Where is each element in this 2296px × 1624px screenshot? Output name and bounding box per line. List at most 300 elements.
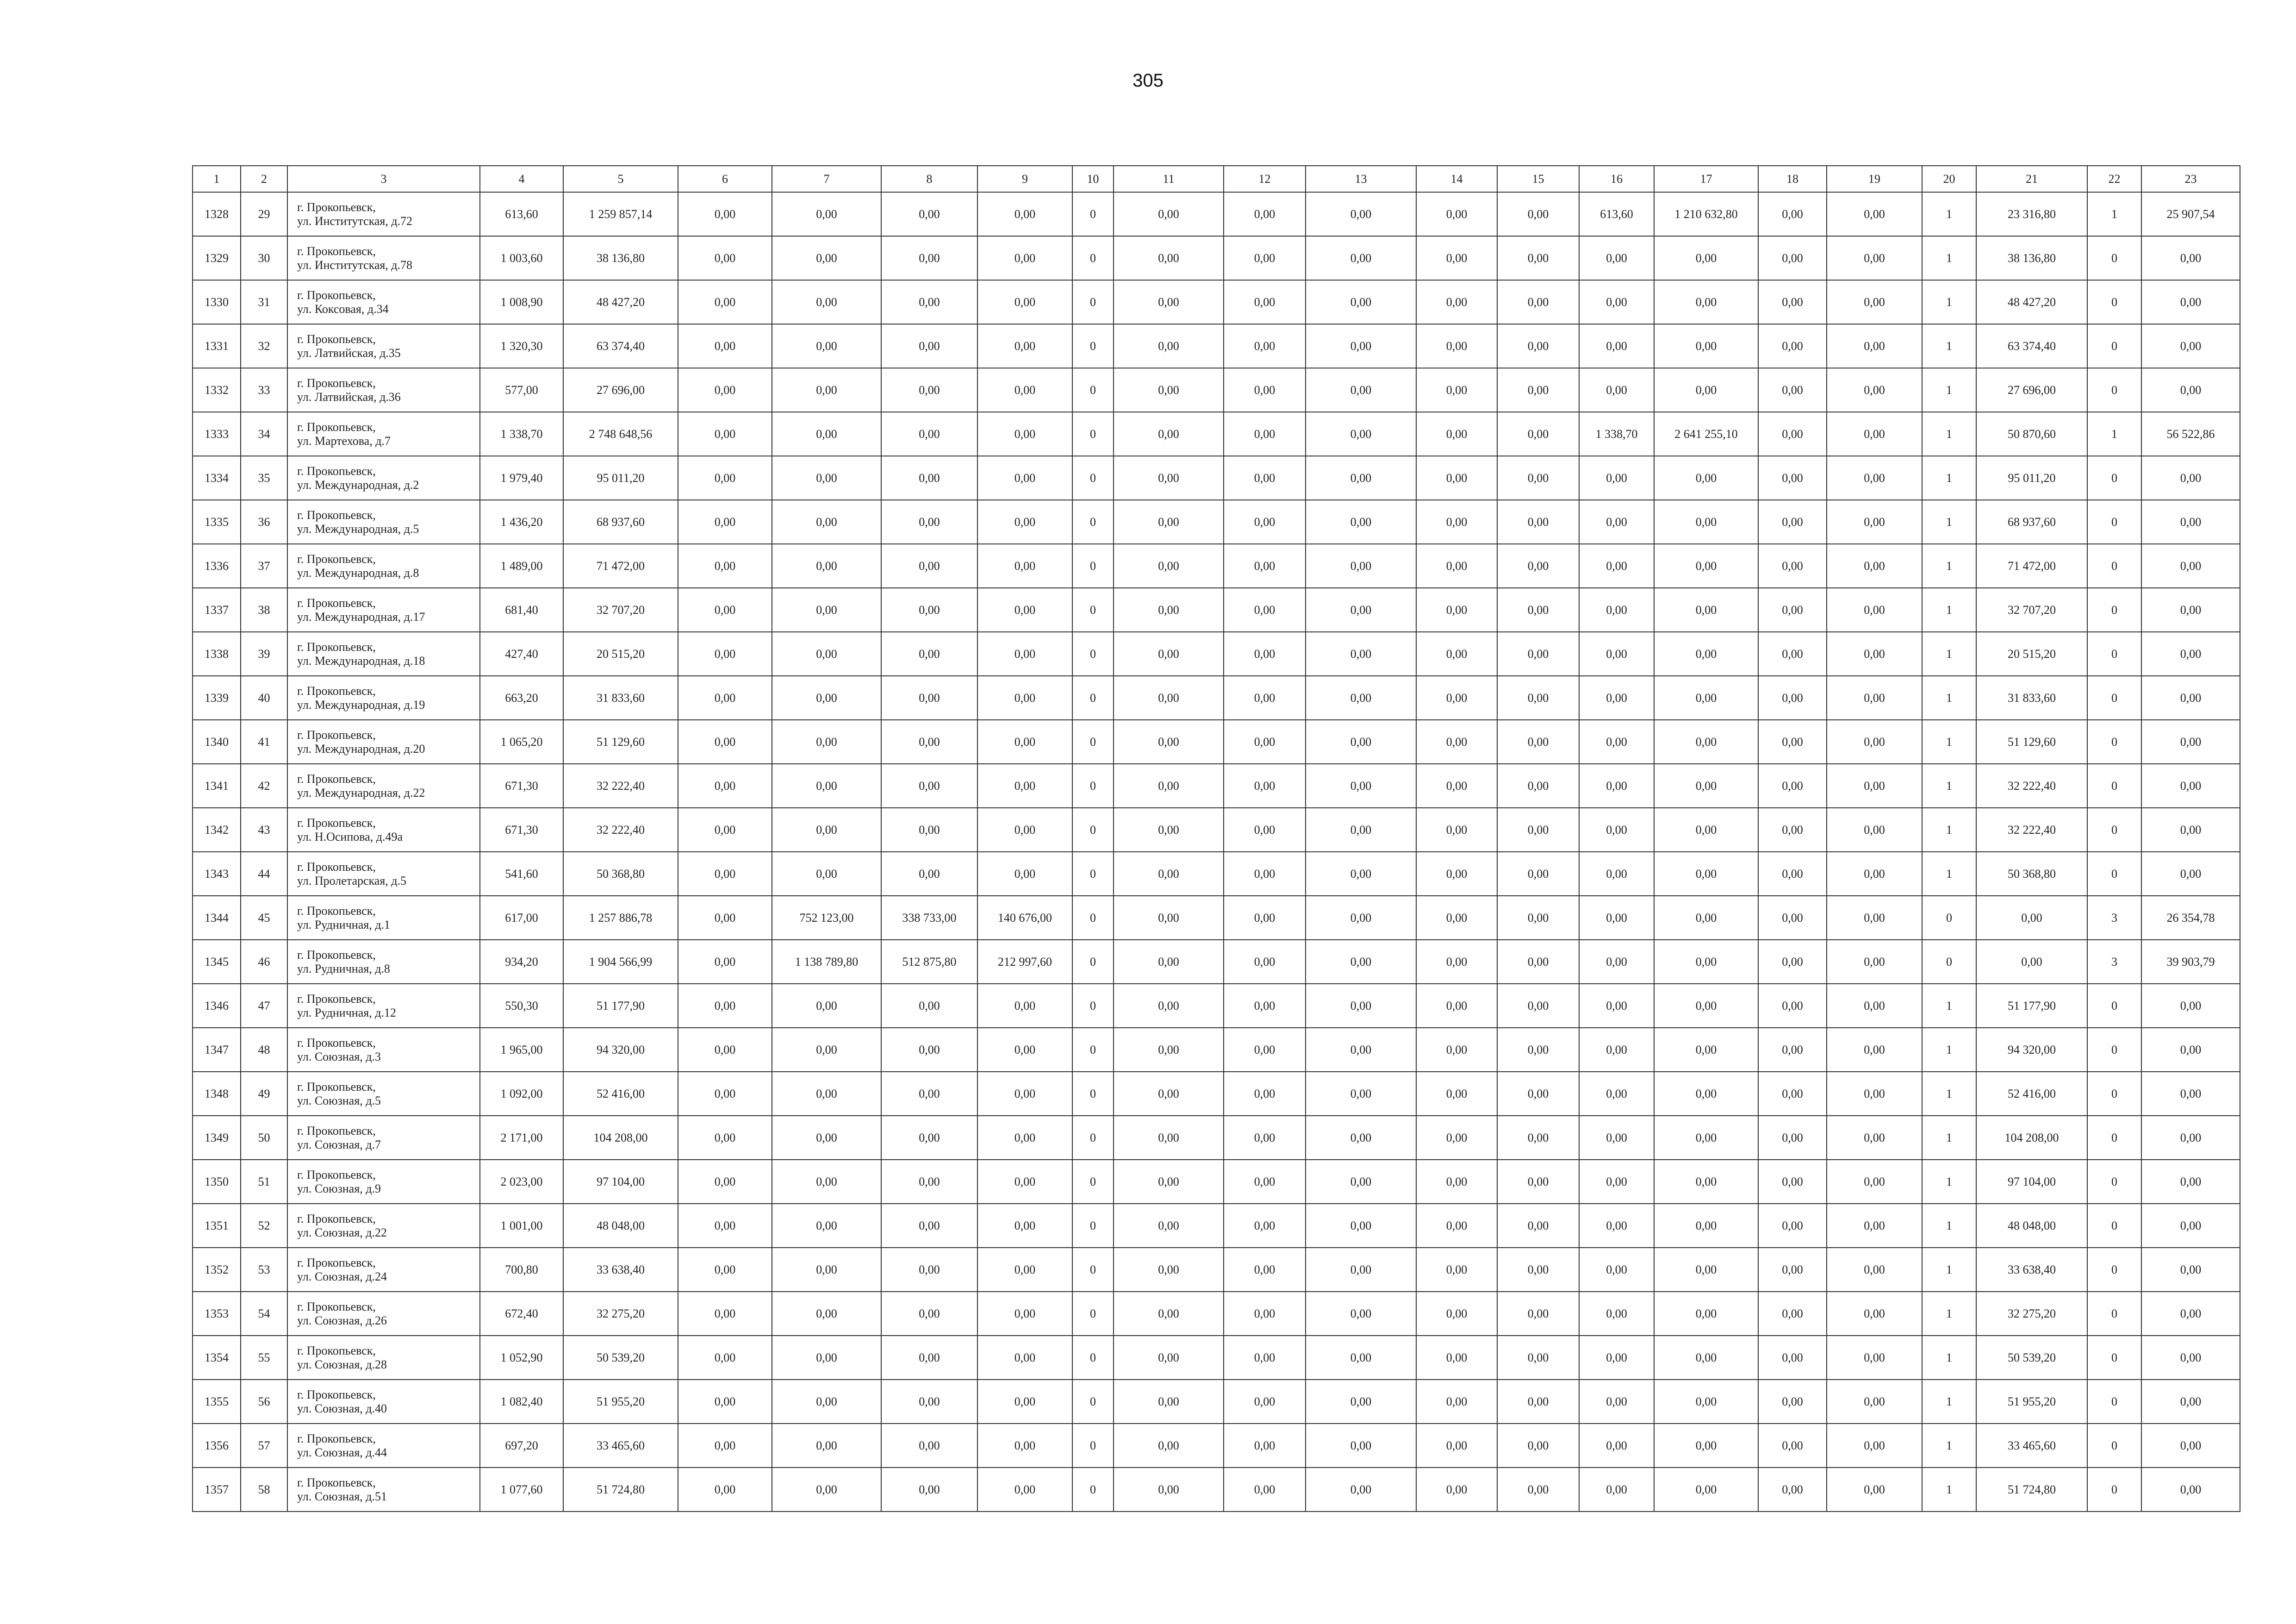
- table-cell: 1330: [193, 280, 241, 324]
- table-cell: 0,00: [2141, 1248, 2240, 1292]
- address-cell: [287, 588, 480, 632]
- table-cell: 0,00: [1497, 852, 1579, 896]
- table-cell: 0,00: [1416, 896, 1497, 940]
- address-street: ул. Коксовая, д.34: [297, 302, 389, 316]
- table-cell: 0,00: [1416, 456, 1497, 500]
- table-cell: 0,00: [1306, 412, 1416, 456]
- table-cell: 0,00: [678, 720, 772, 764]
- table-cell: 0,00: [1654, 544, 1758, 588]
- table-cell: 0,00: [1416, 500, 1497, 544]
- table-cell: 0: [2087, 324, 2141, 368]
- table-cell: 1356: [193, 1424, 241, 1468]
- table-cell: 1331: [193, 324, 241, 368]
- table-cell: 0,00: [1416, 192, 1497, 236]
- address-street: ул. Союзная, д.9: [297, 1181, 381, 1195]
- column-number-cell: 9: [977, 166, 1072, 192]
- table-cell: 51 129,60: [1976, 720, 2087, 764]
- address-city: г. Прокопьевск,: [297, 684, 376, 698]
- table-cell: 0,00: [1114, 720, 1224, 764]
- table-cell: 50 368,80: [563, 852, 678, 896]
- table-cell: 0,00: [678, 500, 772, 544]
- column-number-cell: 22: [2087, 166, 2141, 192]
- table-cell: 33 465,60: [563, 1424, 678, 1468]
- table-cell: 0,00: [1497, 1424, 1579, 1468]
- table-cell: 0,00: [1654, 236, 1758, 280]
- table-row: [193, 1468, 2240, 1512]
- table-cell: 0: [1072, 236, 1114, 280]
- address-city: г. Прокопьевск,: [297, 332, 376, 346]
- table-cell: 0,00: [772, 764, 881, 808]
- table-cell: 33: [241, 368, 287, 412]
- table-cell: 20 515,20: [1976, 632, 2087, 676]
- table-cell: 32 222,40: [1976, 764, 2087, 808]
- table-cell: 0,00: [1654, 632, 1758, 676]
- table-cell: 0,00: [1416, 632, 1497, 676]
- table-cell: 1 001,00: [480, 1204, 563, 1248]
- table-cell: 0,00: [772, 676, 881, 720]
- table-cell: 0,00: [1497, 1160, 1579, 1204]
- table-cell: 0,00: [678, 1248, 772, 1292]
- table-cell: 36: [241, 500, 287, 544]
- table-row: [193, 368, 2240, 412]
- table-row: [193, 412, 2240, 456]
- table-cell: 0,00: [1224, 236, 1306, 280]
- table-cell: 53: [241, 1248, 287, 1292]
- table-cell: 0,00: [977, 1292, 1072, 1336]
- column-number-cell: 3: [287, 166, 480, 192]
- table-cell: 0,00: [2141, 588, 2240, 632]
- table-cell: 0,00: [1416, 764, 1497, 808]
- address-street: ул. Союзная, д.3: [297, 1049, 381, 1063]
- table-cell: 0,00: [1654, 1468, 1758, 1512]
- table-cell: 1: [1922, 456, 1976, 500]
- address-cell: [287, 1160, 480, 1204]
- table-cell: 0,00: [977, 324, 1072, 368]
- table-cell: 0: [2087, 1424, 2141, 1468]
- table-cell: 0: [2087, 1336, 2141, 1380]
- table-cell: 51 177,90: [1976, 984, 2087, 1028]
- table-cell: 1332: [193, 368, 241, 412]
- table-row: [193, 280, 2240, 324]
- table-cell: 0,00: [1579, 1380, 1654, 1424]
- table-cell: 0,00: [1497, 412, 1579, 456]
- table-cell: 0,00: [772, 192, 881, 236]
- table-cell: 0,00: [2141, 280, 2240, 324]
- table-cell: 0,00: [1758, 1116, 1827, 1160]
- table-cell: 0,00: [1654, 720, 1758, 764]
- table-cell: 32 222,40: [563, 808, 678, 852]
- table-cell: 0,00: [1579, 940, 1654, 984]
- table-cell: 934,20: [480, 940, 563, 984]
- table-cell: 1346: [193, 984, 241, 1028]
- table-cell: 0: [1072, 852, 1114, 896]
- address-street: ул. Союзная, д.26: [297, 1313, 387, 1327]
- table-cell: 1: [1922, 676, 1976, 720]
- table-cell: 71 472,00: [1976, 544, 2087, 588]
- address-city: г. Прокопьевск,: [297, 1255, 376, 1269]
- table-cell: 1: [1922, 632, 1976, 676]
- address-street: ул. Институтская, д.72: [297, 214, 413, 228]
- table-cell: 0,00: [1654, 1380, 1758, 1424]
- table-cell: 0,00: [1114, 1204, 1224, 1248]
- table-cell: 427,40: [480, 632, 563, 676]
- table-cell: 0,00: [1827, 412, 1922, 456]
- table-cell: 0,00: [1497, 1468, 1579, 1512]
- table-cell: 0: [1072, 1424, 1114, 1468]
- address-street: ул. Международная, д.2: [297, 478, 419, 492]
- table-cell: 0,00: [1497, 1380, 1579, 1424]
- table-cell: 0: [1072, 632, 1114, 676]
- table-cell: 0,00: [1497, 984, 1579, 1028]
- address-city: г. Прокопьевск,: [297, 244, 376, 258]
- table-cell: 0,00: [1497, 1336, 1579, 1380]
- table-cell: 0,00: [1827, 720, 1922, 764]
- table-cell: 0,00: [678, 1292, 772, 1336]
- table-cell: 0,00: [977, 588, 1072, 632]
- table-cell: 0,00: [1827, 1204, 1922, 1248]
- table-cell: 0,00: [1654, 368, 1758, 412]
- table-cell: 0,00: [1758, 1336, 1827, 1380]
- table-cell: 1 257 886,78: [563, 896, 678, 940]
- table-cell: 1 489,00: [480, 544, 563, 588]
- table-cell: 0,00: [977, 1468, 1072, 1512]
- address-city: г. Прокопьевск,: [297, 464, 376, 478]
- table-cell: 1352: [193, 1248, 241, 1292]
- table-cell: 1: [1922, 1072, 1976, 1116]
- table-cell: 0,00: [2141, 808, 2240, 852]
- address-city: г. Прокопьевск,: [297, 1168, 376, 1181]
- table-cell: 613,60: [1579, 192, 1654, 236]
- table-cell: 26 354,78: [2141, 896, 2240, 940]
- table-cell: 0,00: [1758, 984, 1827, 1028]
- table-cell: 0,00: [1758, 1072, 1827, 1116]
- column-number-cell: 18: [1758, 166, 1827, 192]
- column-number-cell: 19: [1827, 166, 1922, 192]
- table-cell: 0,00: [1224, 1336, 1306, 1380]
- table-cell: 0,00: [1758, 412, 1827, 456]
- address-cell: [287, 808, 480, 852]
- table-cell: 0,00: [1306, 1072, 1416, 1116]
- address-cell: [287, 1028, 480, 1072]
- table-cell: 0,00: [772, 236, 881, 280]
- table-cell: 0,00: [1579, 1336, 1654, 1380]
- table-cell: 0,00: [2141, 500, 2240, 544]
- table-cell: 0,00: [772, 852, 881, 896]
- table-cell: 0,00: [772, 456, 881, 500]
- address-city: г. Прокопьевск,: [297, 1431, 376, 1445]
- table-cell: 0,00: [1758, 1292, 1827, 1336]
- address-cell: [287, 1424, 480, 1468]
- address-cell: [287, 324, 480, 368]
- table-cell: 1 082,40: [480, 1380, 563, 1424]
- table-cell: 0,00: [1416, 236, 1497, 280]
- table-cell: 0,00: [1827, 676, 1922, 720]
- address-street: ул. Латвийская, д.36: [297, 390, 401, 404]
- table-cell: 0,00: [1114, 192, 1224, 236]
- table-cell: 0,00: [678, 764, 772, 808]
- table-cell: 0,00: [977, 368, 1072, 412]
- table-cell: 1343: [193, 852, 241, 896]
- table-cell: 0,00: [1497, 500, 1579, 544]
- table-cell: 671,30: [480, 764, 563, 808]
- address-street: ул. Рудничная, д.1: [297, 918, 390, 931]
- column-number-cell: 14: [1416, 166, 1497, 192]
- table-cell: 0,00: [1306, 236, 1416, 280]
- table-cell: 31 833,60: [563, 676, 678, 720]
- address-street: ул. Международная, д.5: [297, 522, 419, 536]
- table-cell: 0,00: [1114, 764, 1224, 808]
- table-cell: 663,20: [480, 676, 563, 720]
- address-cell: [287, 896, 480, 940]
- table-cell: 0,00: [1654, 1204, 1758, 1248]
- table-cell: 0,00: [1416, 852, 1497, 896]
- column-number-cell: 23: [2141, 166, 2240, 192]
- table-cell: 0,00: [1579, 1116, 1654, 1160]
- table-cell: 0,00: [1416, 1248, 1497, 1292]
- table-cell: 1345: [193, 940, 241, 984]
- page-number: 305: [1132, 70, 1164, 91]
- table-cell: 32 222,40: [1976, 808, 2087, 852]
- table-cell: 1: [1922, 236, 1976, 280]
- address-cell: [287, 764, 480, 808]
- table-cell: 51 724,80: [563, 1468, 678, 1512]
- table-cell: 0,00: [1497, 1072, 1579, 1116]
- table-cell: 1: [1922, 1292, 1976, 1336]
- table-cell: 0,00: [1654, 1424, 1758, 1468]
- address-city: г. Прокопьевск,: [297, 816, 376, 830]
- table-cell: 0,00: [1416, 1072, 1497, 1116]
- table-cell: 0,00: [678, 940, 772, 984]
- table-cell: 0,00: [881, 324, 977, 368]
- table-cell: 32: [241, 324, 287, 368]
- table-cell: 0: [2087, 764, 2141, 808]
- table-cell: 0,00: [1114, 896, 1224, 940]
- table-cell: 0,00: [1416, 324, 1497, 368]
- table-cell: 0,00: [1497, 764, 1579, 808]
- table-cell: 0,00: [2141, 236, 2240, 280]
- table-cell: 50 539,20: [1976, 1336, 2087, 1380]
- table-cell: 0,00: [1579, 1028, 1654, 1072]
- address-cell: [287, 1292, 480, 1336]
- table-cell: 0,00: [772, 280, 881, 324]
- address-cell: [287, 456, 480, 500]
- table-cell: 1: [1922, 280, 1976, 324]
- table-cell: 0,00: [678, 852, 772, 896]
- table-cell: 0,00: [1579, 500, 1654, 544]
- table-cell: 52 416,00: [563, 1072, 678, 1116]
- table-cell: 1: [1922, 500, 1976, 544]
- table-cell: 0,00: [1579, 984, 1654, 1028]
- table-cell: 46: [241, 940, 287, 984]
- address-street: ул. Союзная, д.51: [297, 1489, 387, 1503]
- table-cell: 0,00: [1224, 544, 1306, 588]
- table-cell: 0: [2087, 1468, 2141, 1512]
- table-cell: 0,00: [1416, 412, 1497, 456]
- table-cell: 0,00: [2141, 1380, 2240, 1424]
- table-cell: 0,00: [1224, 940, 1306, 984]
- table-cell: 0: [2087, 456, 2141, 500]
- table-cell: 0,00: [881, 500, 977, 544]
- table-cell: 1: [1922, 1028, 1976, 1072]
- table-row: [193, 1380, 2240, 1424]
- column-number-cell: 15: [1497, 166, 1579, 192]
- table-cell: 0,00: [1758, 808, 1827, 852]
- address-street: ул. Рудничная, д.12: [297, 1006, 396, 1019]
- table-cell: 0,00: [1654, 984, 1758, 1028]
- table-cell: 0,00: [1306, 1160, 1416, 1204]
- table-cell: 0,00: [881, 1292, 977, 1336]
- table-cell: 0,00: [881, 1028, 977, 1072]
- column-number-cell: 17: [1654, 166, 1758, 192]
- table-cell: 1 210 632,80: [1654, 192, 1758, 236]
- table-cell: 0,00: [678, 1204, 772, 1248]
- table-cell: 0: [1922, 940, 1976, 984]
- table-cell: 0,00: [1827, 808, 1922, 852]
- table-cell: 1347: [193, 1028, 241, 1072]
- table-cell: 0,00: [1306, 1116, 1416, 1160]
- address-city: г. Прокопьевск,: [297, 508, 376, 522]
- table-cell: 38: [241, 588, 287, 632]
- table-cell: 0,00: [1497, 632, 1579, 676]
- table-cell: 33 465,60: [1976, 1424, 2087, 1468]
- table-cell: 2 023,00: [480, 1160, 563, 1204]
- table-cell: 51 177,90: [563, 984, 678, 1028]
- table-cell: 1 052,90: [480, 1336, 563, 1380]
- table-cell: 0,00: [1654, 808, 1758, 852]
- table-cell: 0,00: [1306, 1380, 1416, 1424]
- table-cell: 0,00: [1306, 500, 1416, 544]
- table-cell: 0,00: [881, 1468, 977, 1512]
- table-cell: 1 904 566,99: [563, 940, 678, 984]
- table-cell: 0,00: [1654, 940, 1758, 984]
- address-cell: [287, 544, 480, 588]
- table-cell: 0: [1072, 1292, 1114, 1336]
- table-cell: 752 123,00: [772, 896, 881, 940]
- table-row: [193, 764, 2240, 808]
- table-cell: 0,00: [678, 1336, 772, 1380]
- table-cell: 0,00: [1114, 1380, 1224, 1424]
- table-cell: 0,00: [1758, 588, 1827, 632]
- column-number-cell: 20: [1922, 166, 1976, 192]
- address-street: ул. Международная, д.17: [297, 610, 425, 624]
- table-cell: 0,00: [1827, 1072, 1922, 1116]
- table-cell: 0,00: [1827, 632, 1922, 676]
- table-cell: 0,00: [772, 1072, 881, 1116]
- table-cell: 0,00: [881, 1160, 977, 1204]
- table-cell: 48 427,20: [1976, 280, 2087, 324]
- table-cell: 48 048,00: [1976, 1204, 2087, 1248]
- table-cell: 0: [1072, 1336, 1114, 1380]
- table-cell: 0,00: [881, 984, 977, 1028]
- table-cell: 0,00: [1654, 1028, 1758, 1072]
- table-cell: 0,00: [881, 676, 977, 720]
- address-street: ул. Международная, д.8: [297, 566, 419, 580]
- table-cell: 0: [1072, 720, 1114, 764]
- table-cell: 0,00: [1827, 1116, 1922, 1160]
- table-row: [193, 544, 2240, 588]
- address-cell: [287, 1116, 480, 1160]
- table-cell: 0,00: [1827, 1248, 1922, 1292]
- table-cell: 0,00: [881, 1116, 977, 1160]
- table-cell: 0,00: [977, 1204, 1072, 1248]
- address-street: ул. Н.Осипова, д.49а: [297, 830, 403, 843]
- table-cell: 0,00: [881, 764, 977, 808]
- table-cell: 0,00: [1114, 676, 1224, 720]
- table-cell: 0,00: [977, 1380, 1072, 1424]
- table-cell: 23 316,80: [1976, 192, 2087, 236]
- table-cell: 0,00: [1758, 544, 1827, 588]
- table-cell: 0,00: [881, 1204, 977, 1248]
- table-cell: 68 937,60: [563, 500, 678, 544]
- address-street: ул. Международная, д.19: [297, 698, 425, 712]
- table-row: [193, 1160, 2240, 1204]
- table-cell: 39: [241, 632, 287, 676]
- table-cell: 0,00: [1827, 280, 1922, 324]
- table-cell: 0: [2087, 544, 2141, 588]
- table-cell: 0,00: [1416, 544, 1497, 588]
- table-cell: 0,00: [1654, 1248, 1758, 1292]
- table-row: [193, 1424, 2240, 1468]
- table-cell: 2 641 255,10: [1654, 412, 1758, 456]
- table-cell: 0,00: [1114, 280, 1224, 324]
- column-number-cell: 5: [563, 166, 678, 192]
- table-cell: 672,40: [480, 1292, 563, 1336]
- address-city: г. Прокопьевск,: [297, 288, 376, 302]
- table-cell: 0: [1072, 544, 1114, 588]
- address-cell: [287, 1248, 480, 1292]
- table-cell: 0,00: [678, 896, 772, 940]
- table-cell: 0,00: [881, 720, 977, 764]
- table-cell: 0,00: [1114, 236, 1224, 280]
- table-cell: 0,00: [1758, 368, 1827, 412]
- table-row: [193, 852, 2240, 896]
- table-cell: 50 539,20: [563, 1336, 678, 1380]
- table-cell: 0,00: [2141, 324, 2240, 368]
- table-cell: 0,00: [977, 720, 1072, 764]
- table-cell: 0,00: [2141, 1160, 2240, 1204]
- table-cell: 0,00: [1416, 280, 1497, 324]
- address-city: г. Прокопьевск,: [297, 860, 376, 874]
- table-cell: 0,00: [1654, 500, 1758, 544]
- table-cell: 0,00: [1579, 1160, 1654, 1204]
- table-cell: 0,00: [1224, 500, 1306, 544]
- column-number-cell: 8: [881, 166, 977, 192]
- table-cell: 0,00: [977, 984, 1072, 1028]
- table-cell: 1: [1922, 1248, 1976, 1292]
- table-cell: 50 870,60: [1976, 412, 2087, 456]
- table-cell: 0,00: [772, 1468, 881, 1512]
- address-street: ул. Союзная, д.40: [297, 1401, 387, 1415]
- table-cell: 0,00: [1497, 896, 1579, 940]
- table-cell: 0,00: [1114, 456, 1224, 500]
- table-cell: 0,00: [881, 1336, 977, 1380]
- table-cell: 0,00: [1579, 588, 1654, 632]
- table-cell: 0,00: [1827, 1380, 1922, 1424]
- table-cell: 0,00: [881, 368, 977, 412]
- table-cell: 0,00: [1497, 808, 1579, 852]
- table-cell: 2 748 648,56: [563, 412, 678, 456]
- table-cell: 0,00: [2141, 368, 2240, 412]
- table-cell: 0,00: [772, 984, 881, 1028]
- table-cell: 0,00: [1114, 808, 1224, 852]
- address-street: ул. Мартехова, д.7: [297, 434, 391, 448]
- table-cell: 0: [2087, 1248, 2141, 1292]
- table-cell: 338 733,00: [881, 896, 977, 940]
- table-cell: 0: [1072, 984, 1114, 1028]
- table-cell: 0,00: [1758, 1028, 1827, 1072]
- table-cell: 0,00: [2141, 852, 2240, 896]
- table-cell: 0,00: [772, 500, 881, 544]
